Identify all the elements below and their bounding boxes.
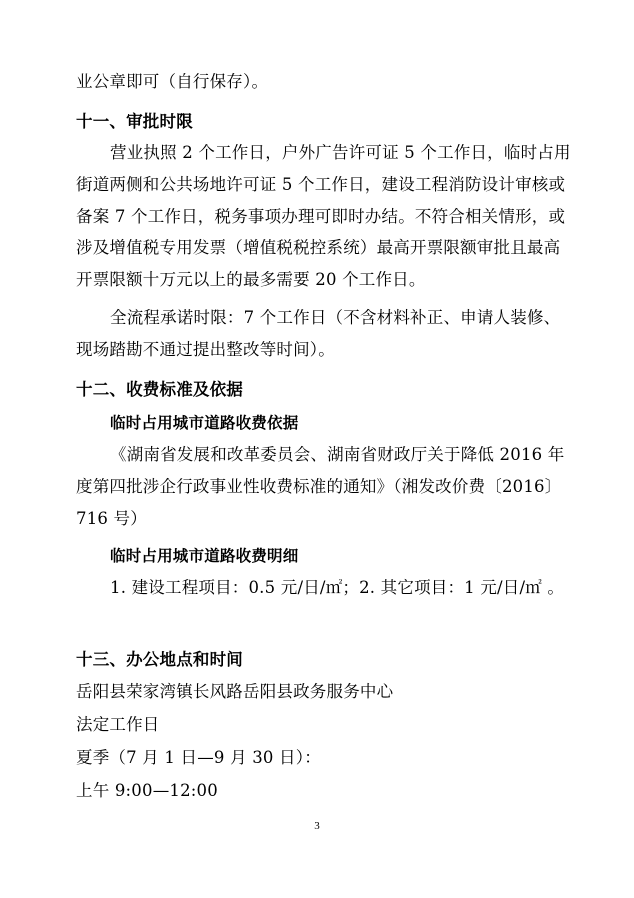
paragraph-line: 上午 9:00—12:00 (76, 781, 218, 800)
subheading-fee-details: 临时占用城市道路收费明细 (110, 547, 299, 565)
paragraph-line: 716 号） (76, 509, 147, 528)
section-heading-approval-time: 十一、审批时限 (76, 112, 193, 131)
paragraph-line: 岳阳县荣家湾镇长风路岳阳县政务服务中心 (76, 682, 394, 701)
paragraph-line: 现场踏勘不通过提出整改等时间）。 (76, 340, 335, 359)
subheading-fee-basis: 临时占用城市道路收费依据 (110, 414, 299, 432)
paragraph-line: 开票限额十万元以上的最多需要 20 个工作日。 (76, 270, 426, 289)
section-heading-fees: 十二、收费标准及依据 (76, 380, 243, 399)
paragraph-line: 全流程承诺时限：7 个工作日（不含材料补正、申请人装修、 (110, 308, 561, 327)
paragraph-line: 备案 7 个工作日，税务事项办理可即时办结。不符合相关情形，或 (76, 207, 566, 226)
paragraph-line: 《湖南省发展和改革委员会、湖南省财政厅关于降低 2016 年 (110, 445, 565, 464)
paragraph-line: 夏季（7 月 1 日—9 月 30 日）： (76, 748, 321, 767)
paragraph-line: 营业执照 2 个工作日，户外广告许可证 5 个工作日，临时占用 (110, 143, 571, 162)
paragraph-line: 业公章即可（自行保存）。 (76, 72, 269, 91)
paragraph-line: 街道两侧和公共场地许可证 5 个工作日，建设工程消防设计审核或 (76, 175, 566, 194)
paragraph-line: 度第四批涉企行政事业性收费标准的通知》（湘发改价费〔2016〕 (76, 477, 562, 496)
paragraph-line: 涉及增值税专用发票（增值税税控系统）最高开票限额审批且最高 (76, 238, 561, 257)
page-number: 3 (314, 820, 320, 832)
section-heading-office-location-hours: 十三、办公地点和时间 (76, 650, 243, 669)
paragraph-line: 1. 建设工程项目：0.5 元/日/㎡；2. 其它项目：1 元/日/㎡ 。 (110, 578, 565, 597)
paragraph-line: 法定工作日 (76, 715, 160, 734)
